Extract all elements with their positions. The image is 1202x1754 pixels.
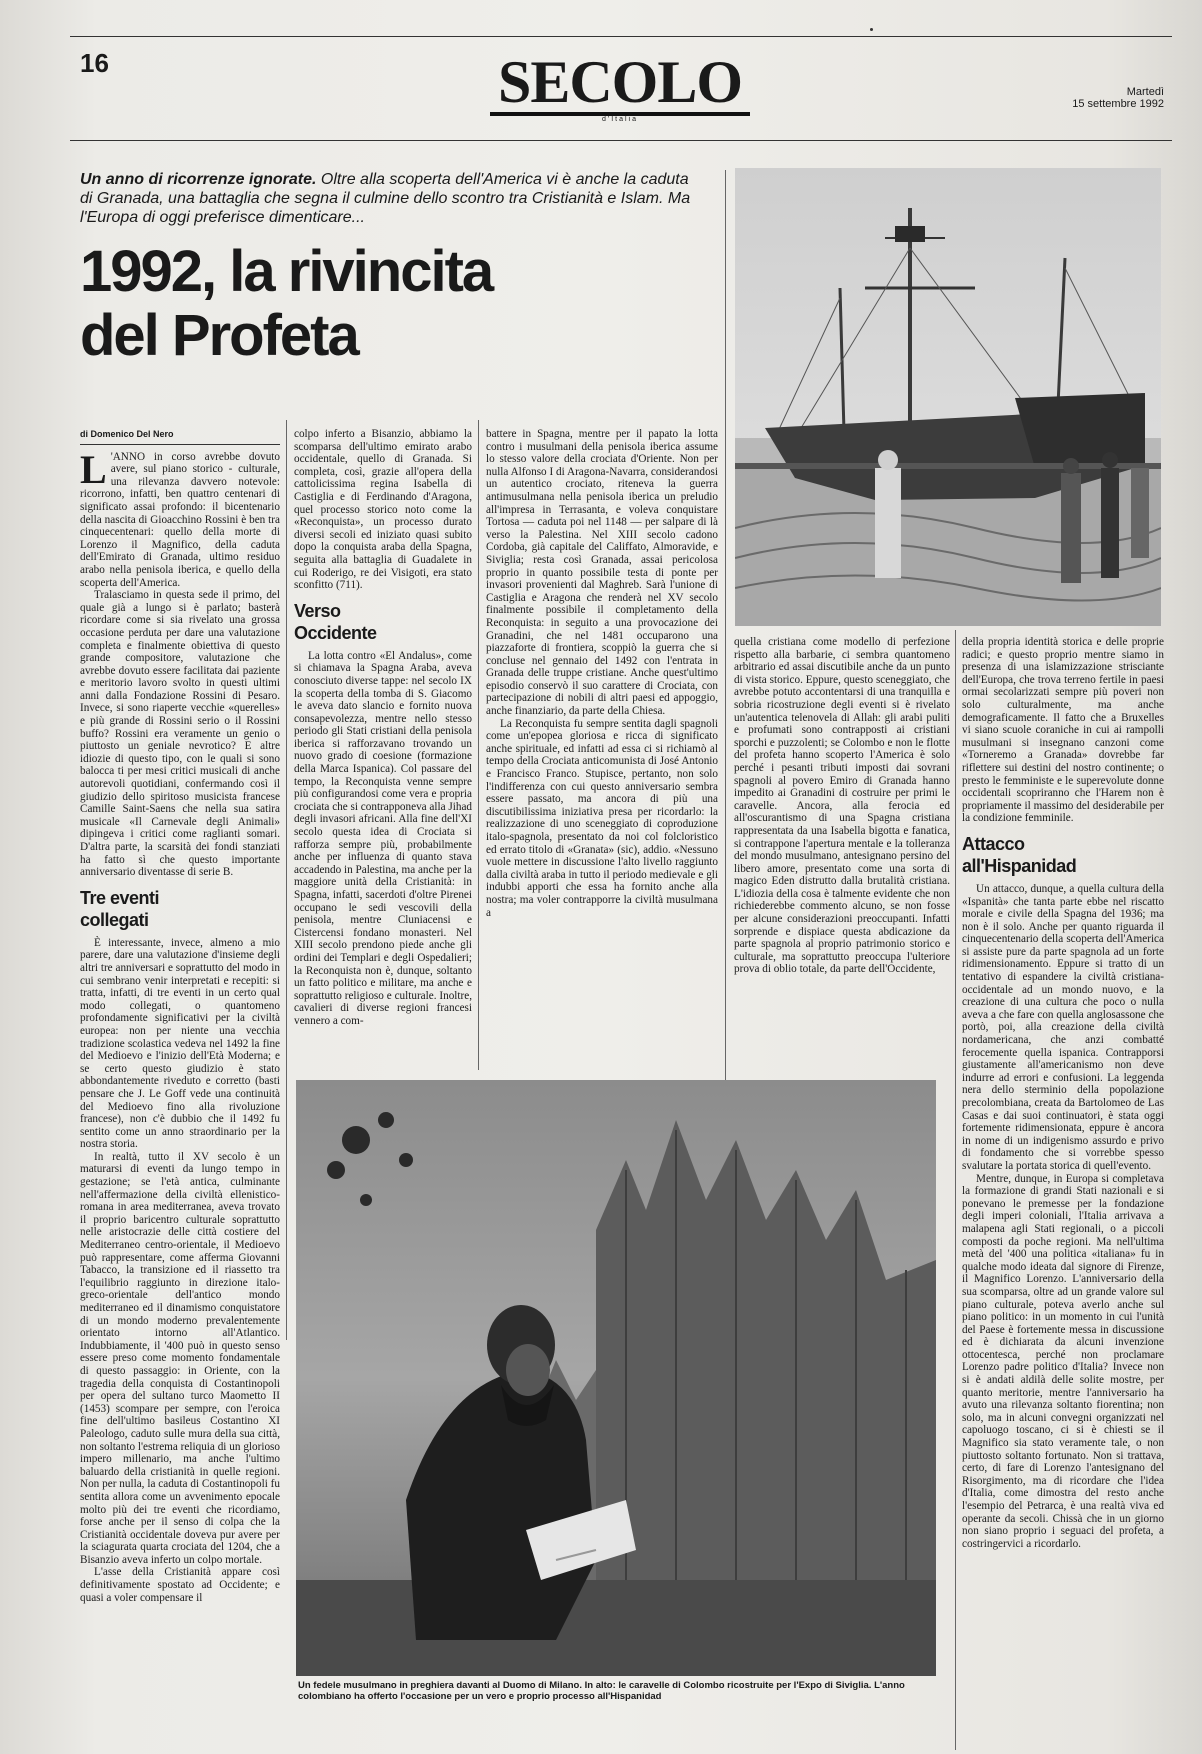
column-divider [478, 420, 479, 1070]
column-divider [725, 170, 726, 1080]
kicker-bold: Un anno di ricorrenze ignorate. [80, 171, 317, 188]
paragraph [80, 446, 280, 590]
dateline [1072, 86, 1164, 110]
subheading-line: Occidente [294, 622, 377, 643]
column-divider [286, 420, 287, 1340]
article-column-2 [294, 428, 472, 1078]
page-number: 16 [80, 48, 109, 78]
byline: di Domenico Del Nero [80, 428, 280, 445]
paragraph: È interessante, invece, almeno a mio parere, dare una valutazione d'insieme degli altri tre anniversari e soprattutto del modo in cui sembrano venir interpretati e recepiti: si tratta, infatti, di tre eventi in un certo qual modo collegati, o quantomeno profondamente significativi per la civiltà europea: non per niente una vecchia tradizione scolastica vedeva nel 1492 la fine del Medioevo e l'inizio dell'Età Moderna; e se certo questo giudizio è stato abbondantemente riveduto e corretto (basti pensare che J. Le Goff vede una continuità del Medioevo fino alla rivoluzione francese), non c'è dubbio che il 1492 fu sentito come un anno straordinario per la nostra storia. [80, 936, 280, 1151]
paragraph: Mentre, dunque, in Europa si completava la formazione di grandi Stati nazionali e si ponevano le premesse per la fondazione degli imperi coloniali, l'Italia arrivava a malapena agli Stati regionali, o a piccoli composti da poche regioni. Ma nell'ultima metà del '400 una politica «italiana» fu in qualche modo ideata dal signore di Firenze, il Magnifico Lorenzo. L'anniversario della sua scomparsa, oltre ad un grande valore sul piano culturale, poteva averlo anche sul piano politico: in un momento in cui l'unità del Paese è fortemente messa in discussione ed è dichiarata da alcuni invenzione ottocentesca, perché non proclamare Lorenzo padre politico d'Italia? Invece non si è andati aldilà delle solite mostre, per quanto meritorie, mentre l'anniversario ha avuto una rilevanza soltanto fiorentina; non solo, ma in alcuni convegni organizzati nel capoluogo toscano, ci si è chiesti se il Magnifico sia stato veramente tale, o non piuttosto soltanto fortunato. Non si trattava, certo, di fare di Lorenzo l'antesignano del Risorgimento, ma di ricordare che l'idea d'Italia, come dimostra del resto anche l'esempio del Petrarca, è una realtà viva ed operante da secoli. Chissà che in un giorno non siano proprio i seguaci del profeta, a costringervici a ricordarlo. [962, 1172, 1164, 1550]
subheading-line: collegati [80, 909, 149, 930]
column-divider [955, 630, 956, 1750]
article-title [80, 240, 700, 368]
subheading-verso-occidente [294, 600, 472, 644]
article-kicker [80, 170, 700, 227]
paragraph: In realtà, tutto il XV secolo è un maturarsi di eventi da lungo tempo in gestazione; se l'età antica, culminante nell'affermazione della civiltà ellenistico-romana in area mediterranea, aveva trovato il proprio baricentro culturale soprattutto nelle aristocrazie delle città costiere del Mediterraneo centro-orientale, il Medioevo può rappresentare, come afferma Giovanni Tabacco, la transizione ed il riassetto tra l'equilibrio raggiunto in direzione italo-greco-orientale dell'antico mondo mediterraneo ed il dinamismo conquistatore di un mondo moderno prevalentemente orientato intorno all'Atlantico. Indubbiamente, il '400 può in questo senso essere preso come momento fondamentale di questo passaggio: in Oriente, con la tragedia della conquista di Costantinopoli per opera del sultano turco Maometto II (1453) scompare per sempre, con l'eroica fine dell'ultimo basileus Costantino XI Paleologo, caduto sulle mura della sua città, non soltanto l'estrema reliquia di un glorioso impero millenario, ma anche l'ultimo baluardo della cristianità in quelle regioni. Non per nulla, la caduta di Costantinopoli fu sentita allora come un avvenimento epocale molto più dei tre eventi che ricordiamo, forse anche per il senso di colpa che la Cristianità occidentale doveva pur avere per la sciagurata quarta crociata del 1204, che a Bisanzio aveva inferto un colpo mortale. [80, 1150, 280, 1566]
paragraph: Un attacco, dunque, a quella cultura della «Ispanità» che tanta parte ebbe nel riscatto morale e civile della Spagna del 1936; ma non è il solo. Anche per quanto riguarda il cinquecentenario della scoperta dell'America si assiste pure da parte spagnola ad un forte ridimensionamento. Eppure si tratto di un tentativo di espandere la civiltà cristiana-occidentale ad un mondo nuovo, e la creazione di una cultura che poco o nulla aveva a che fare con quella anglosassone che portò, poi, alla creazione della civiltà nordamericana, che anzi combatté ferocemente quella ispanica. Contrapporsi giustamente all'americanismo non deve indurre ad errori e confusioni. La leggenda nera dello sterminio della popolazione precolombiana, creata da Bartolomeo de Las Casas e dai suoi continuatori, è stata oggi fortemente ridimensionata, eppure è ancora in nome di un indigenismo assurdo e privo di fondamento che si vorrebbe spesso svalutare la portata storica di quell'evento. [962, 882, 1164, 1172]
article-column-4 [734, 636, 950, 1078]
masthead-sub: d'Italia [601, 116, 638, 123]
paragraph: Tralasciamo in questa sede il primo, del quale già a lungo si è parlato; basterà ricordare come si sia rivelato una grossa occasione perduta per dare una valutazione completa e finalmente obiettiva di questo grande compositore, valutazione che avrebbe dovuto essere facilitata dai paziente e meritorio lavoro svolto in questi ultimi anni dalla Fondazione Rossini di Pesaro. Invece, si sono riaperte vecchie «querelles» e più grande di Rossini serio o il Rossini buffo? Rossini era veramente un genio o piuttosto un geniale nevrotico? E altre idiozie di questo tipo, con le quali si sono balocca ti per mesi critici musicali di anche autorevoli quotidiani, confermando così il giudizio dello spiritoso musicista francese Camille Saint-Saens che nella sua satira musicale «Il Carnevale degli Animali» dipingeva i critici come raglianti somari. D'altra parte, la scarsità dei fondi stanziati ha fatto sì che questo importante anniversario diventasse di serie B. [80, 589, 280, 879]
top-rule [70, 36, 1172, 37]
masthead-logo: SECOLO [490, 52, 750, 116]
dropcap: L [80, 446, 107, 492]
paragraph: La Reconquista fu sempre sentita dagli spagnoli come un'epopea gloriosa e ricca di significato anche spirituale, ed infatti ad essa ci si richiamò al tempo della Crociata anticomunista di José Antonio e Francisco Franco. Stupisce, pertanto, non solo l'indifferenza con cui questo anniversario sembra essere passato, ma ancora di più una discutibilissima iniziativa presa per ricordarlo: la realizzazione di uno sceneggiato di coproduzione italo-spagnola, presentato da noi col folcloristico ed errato titolo di «Granata» (sic), addio. «Nessuno vuole mettere in discussione l'alto livello raggiunto dalla civiltà araba in tutto il periodo medievale e gli indubbi apporti che essa ha fornito anche alla nostra; ma voler contrapporre la civiltà musulmana a [486, 717, 718, 919]
title-line-1: 1992, la rivincita [80, 239, 493, 304]
photo-duomo [296, 1080, 936, 1676]
article-column-3 [486, 428, 718, 1078]
paragraph: quella cristiana come modello di perfezione rispetto alla barbarie, ci sembra quantomeno arbitrario ed assai discutibile anche da un punto di vista storico. Eppure, questo sceneggiato, che avrebbe potuto accontentarsi di una tranquilla e sobria ricostruzione degli eventi si è rivelato un'autentica telenovela di Allah: gli arabi puliti e profumati sono contrapposti ai cristiani sporchi e puzzolenti; se Colombo e non le flotte del profeta hanno scoperto l'America è solo perché i pesanti tributi imposti dai sovrani spagnoli al povero Emiro di Granada hanno impedito ai Granadini di costruire per primi le caravelle. Ancora, alla ferocia ed all'oscurantismo di una Spagna cristiana rappresentata da una Isabella bigotta e fanatica, si contrappone l'apertura mentale e la tolleranza del mondo musulmano, antesignano persino del libero amore, presentato come una sorta di magico Eden distrutto dalla brutalità cristiana. L'idiozia della cosa è talmente evidente che non richiederebbe commento alcuno, se non fosse per alcune considerazioni preoccupanti. Infatti sorprende e dispiace questa abdicazione da parte spagnola al proprio patrimonio storico e culturale, ma soprattutto preoccupa l'ulteriore prova di oblio totale, da parte dell'Occidente, [734, 636, 950, 976]
paragraph: La lotta contro «El Andalus», come si chiamava la Spagna Araba, aveva conosciuto diverse tappe: nel secolo IX la scoperta della tomba di S. Giacomo le aveva dato slancio e fornito nuova consapevolezza, mentre nello stesso periodo gli Stati cristiani della penisola iberica si rafforzavano trovando un nuovo grado di coesione (formazione della Marca Ispanica). Col passare del tempo, la Reconquista venne sempre più configurandosi come vera e propria crociata che si contrapponeva alla Jihad degli invasori africani. Alla fine dell'XI secolo questa idea di Crociata si rafforza sempre più, probabilmente anche per influenza di quanto stava accadendo in Palestina, ma anche per la maggiore unità della Cristianità: in Spagna, infatti, sacerdoti d'oltre Pirenei occupano le sedi vescovili della penisola, mentre Cluniacensi e Cistercensi fondano monasteri. Nel XIII secolo prendono piede anche gli ordini dei Templari e degli Ospedalieri; la Reconquista non è, dunque, soltanto un fatto politico e militare, ma anche e soprattutto religioso e culturale. Inoltre, cavalieri di diverse regioni francesi vennero a com- [294, 649, 472, 1027]
dateline-date: 15 settembre 1992 [1072, 98, 1164, 110]
paragraph: della propria identità storica e delle proprie radici; e questo proprio mentre siamo in presenza di una islamizzazione strisciante dell'Europa, che trova terreno fertile in paesi ormai secolarizzati sempre più poveri non solo culturalmente, ma anche demograficamente. Il fatto che a Bruxelles vi siano scuole coraniche in cui ai rampolli musulmani si insegnano canzoni come «Torneremo a Granada» dovrebbe far riflettere sui destini del nostro continente; o presto le femministe e le superevolute donne occidentali scopriranno che l'Harem non è propriamente il massimo del desiderabile per la condizione femminile. [962, 636, 1164, 825]
subheading-line: Verso [294, 600, 341, 621]
subheading-line: all'Hispanidad [962, 855, 1077, 876]
dateline-weekday: Martedì [1126, 86, 1164, 98]
masthead [490, 49, 750, 123]
photo-caravel [735, 168, 1161, 626]
header-rule [70, 140, 1172, 141]
kicker-text: Oltre alla scoperta dell'America vi è anche la caduta di Granada, una battaglia che segna il culmine dello scontro tra Cristianità e Islam. Ma l'Europa di oggi preferisce dimenticare... [80, 171, 691, 226]
paragraph: battere in Spagna, mentre per il papato la lotta contro i musulmani della penisola iberica assume lo stesso valore della crociata d'Oriente. Non per nulla Alfonso I di Aragona-Navarra, considerandosi un autentico crociato, riteneva la guerra antimusulmana nella penisola iberica un preludio all'impresa in Terrasanta, e voleva conquistare Tortosa — caduta poi nel 1148 — per salpare di là verso la Palestina. Nel XIII secolo cadono Cordoba, già capitale del Califfato, Almoravide, e Siviglia; resta così Granada, assai pericolosa proprio in quanto possibile testa di ponte per invasori provenienti dal Maghreb. Sarà l'unione di Castiglia e Aragona che renderà nel XV secolo finalmente possibile il completamento della Reconquista: in seguito a una provocazione dei Granadini, che nel 1481 occuparono una piazzaforte di frontiera, scoppiò la guerra che si concluse nel gennaio del 1492 con l'entrata in Granada delle truppe cristiane. Anche quest'ultimo episodio conservò il suo carattere di Crociata, con partecipazione di nobili di altri paesi ed appoggio, anche finanziario, da parte della Chiesa. [486, 428, 718, 718]
subheading-tre-eventi [80, 887, 280, 931]
photo-caption: Un fedele musulmano in preghiera davanti al Duomo di Milano. In alto: le caravelle di Colombo ricostruite per l'Expo di Siviglia. L'anno colombiano ha offerto l'occasione per un vero e proprio processo all'Hispanidad [298, 1680, 905, 1702]
paragraph: L'asse della Cristianità appare così definitivamente spostato ad Occidente; e quasi a voler compensare il [80, 1566, 280, 1604]
subheading-attacco [962, 833, 1164, 877]
paragraph-text: 'ANNO in corso avrebbe dovuto avere, sul piano storico - culturale, una rilevanza davvero notevole: ricorrono, infatti, ben quattro centenari di significato assai profondo: il bicentenario della nascita di Gioacchino Rossini è ben tra cinquecentenari: quello della morte di Lorenzo il Magnifico, della caduta dell'Emirato di Granada, ultimo residuo arabo nella penisola iberica, e quello della scoperta dell'America. [80, 450, 280, 589]
title-line-2: del Profeta [80, 303, 358, 368]
subheading-line: Tre eventi [80, 887, 160, 908]
article-column-1 [80, 428, 280, 1736]
subheading-line: Attacco [962, 833, 1025, 854]
article-column-5 [962, 636, 1164, 1736]
scan-speck [870, 28, 873, 31]
paragraph: colpo inferto a Bisanzio, abbiamo la scomparsa dell'ultimo emirato arabo occidentale, quello di Granada. Si completa, così, grazie all'opera della cattolicissima regina Isabella di Castiglia e di Ferdinando d'Aragona, quel processo storico noto come la «Reconquista», un processo durato diversi secoli ed iniziato quasi subito dopo la conquista araba della Spagna, seguita alla battaglia di Guadalete in cui Roderigo, re dei Visigoti, era stato sconfitto (711). [294, 428, 472, 592]
